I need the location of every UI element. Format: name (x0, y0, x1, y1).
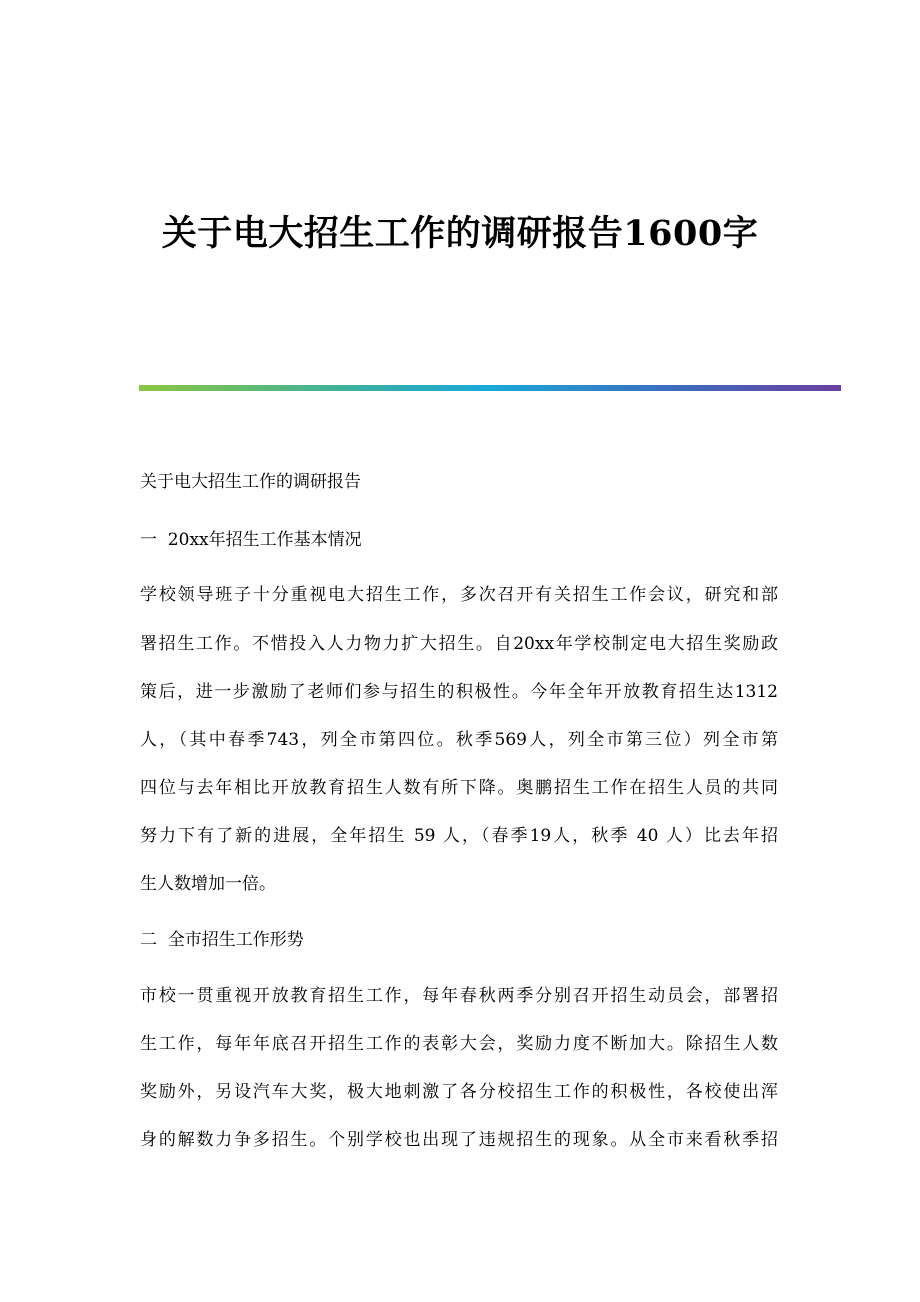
gradient-divider (139, 385, 841, 391)
paragraph-line: 生人数增加一倍。 (140, 874, 276, 894)
paragraph-line: 人，（其中春季743，列全市第四位。秋季569人，列全市第三位）列全市第 (140, 730, 778, 750)
section-heading-2: 二 全市招生工作形势 (140, 930, 304, 950)
paragraph-line: 奖励外，另设汽车大奖，极大地刺激了各分校招生工作的积极性，各校使出浑 (140, 1082, 778, 1102)
paragraph-line: 生工作，每年年底召开招生工作的表彰大会，奖励力度不断加大。除招生人数 (140, 1034, 778, 1054)
paragraph-line: 四位与去年相比开放教育招生人数有所下降。奥鹏招生工作在招生人员的共同 (140, 778, 778, 798)
section-heading-1: 一 20xx年招生工作基本情况 (140, 530, 362, 550)
paragraph-line: 市校一贯重视开放教育招生工作，每年春秋两季分别召开招生动员会，部署招 (140, 986, 778, 1006)
document-title: 关于电大招生工作的调研报告1600字 (161, 213, 759, 254)
paragraph-line: 署招生工作。不惜投入人力物力扩大招生。自20xx年学校制定电大招生奖励政 (140, 634, 778, 654)
report-subtitle: 关于电大招生工作的调研报告 (140, 472, 361, 492)
paragraph-line: 身的解数力争多招生。个别学校也出现了违规招生的现象。从全市来看秋季招 (140, 1130, 778, 1150)
paragraph-line: 策后，进一步激励了老师们参与招生的积极性。今年全年开放教育招生达1312 (140, 682, 778, 702)
paragraph-line: 努力下有了新的进展，全年招生 59 人，（春季19人，秋季 40 人）比去年招 (140, 826, 778, 846)
paragraph-line: 学校领导班子十分重视电大招生工作，多次召开有关招生工作会议，研究和部 (140, 585, 778, 605)
